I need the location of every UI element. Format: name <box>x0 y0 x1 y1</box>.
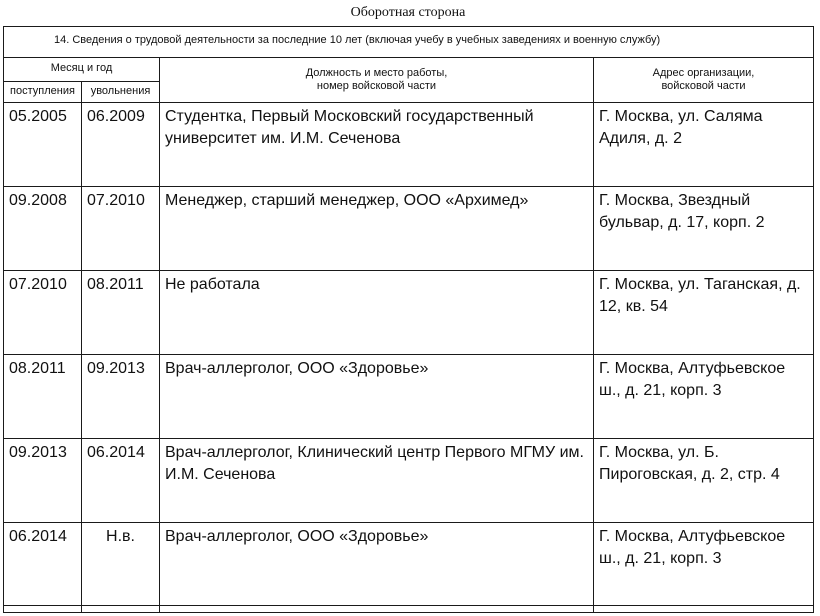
start-date: 06.2014 <box>4 523 82 606</box>
end-date: 07.2010 <box>82 187 160 271</box>
header-address: Адрес организации, войсковой части <box>594 58 814 103</box>
address: Г. Москва, ул. Б. Пироговская, д. 2, стр. 4 <box>594 439 814 523</box>
page-heading: Оборотная сторона <box>350 5 466 20</box>
start-date: 09.2013 <box>4 439 82 523</box>
position: Врач-аллерголог, ООО «Здоровье» <box>160 355 594 439</box>
table-row <box>4 439 814 523</box>
position: Студентка, Первый Московский государственный университет им. И.М. Сеченова <box>160 103 594 187</box>
address: Г. Москва, Алтуфьевское ш., д. 21, корп. 3 <box>594 523 814 606</box>
table-row <box>4 523 814 606</box>
address: Г. Москва, ул. Саляма Адиля, д. 2 <box>594 103 814 187</box>
table-row <box>4 187 814 271</box>
empty-cell <box>594 606 814 613</box>
address: Г. Москва, Звездный бульвар, д. 17, корп. 2 <box>594 187 814 271</box>
end-date: 06.2009 <box>82 103 160 187</box>
position: Врач-аллерголог, Клинический центр Первого МГМУ им. И.М. Сеченова <box>160 439 594 523</box>
header-month-year: Месяц и год <box>4 58 160 82</box>
position: Менеджер, старший менеджер, ООО «Архимед» <box>160 187 594 271</box>
end-date: 09.2013 <box>82 355 160 439</box>
start-date: 07.2010 <box>4 271 82 355</box>
start-date: 05.2005 <box>4 103 82 187</box>
table-row <box>4 271 814 355</box>
employment-history-table <box>3 26 814 613</box>
empty-table-row <box>4 606 814 613</box>
start-date: 08.2011 <box>4 355 82 439</box>
table-row <box>4 103 814 187</box>
section-title-row <box>4 27 814 58</box>
header-dismissal: увольнения <box>82 82 160 103</box>
position: Не работала <box>160 271 594 355</box>
table-row <box>4 355 814 439</box>
empty-cell <box>160 606 594 613</box>
header-row-1 <box>4 58 814 82</box>
header-position: Должность и место работы, номер войсковой части <box>160 58 594 103</box>
end-date: Н.в. <box>82 523 160 606</box>
section-title: 14. Сведения о трудовой деятельности за последние 10 лет (включая учебу в учебных заведениях и военную службу) <box>4 27 814 58</box>
empty-cell <box>82 606 160 613</box>
position: Врач-аллерголог, ООО «Здоровье» <box>160 523 594 606</box>
address: Г. Москва, Алтуфьевское ш., д. 21, корп. 3 <box>594 355 814 439</box>
end-date: 08.2011 <box>82 271 160 355</box>
header-admission: поступления <box>4 82 82 103</box>
empty-cell <box>4 606 82 613</box>
start-date: 09.2008 <box>4 187 82 271</box>
address: Г. Москва, ул. Таганская, д. 12, кв. 54 <box>594 271 814 355</box>
end-date: 06.2014 <box>82 439 160 523</box>
